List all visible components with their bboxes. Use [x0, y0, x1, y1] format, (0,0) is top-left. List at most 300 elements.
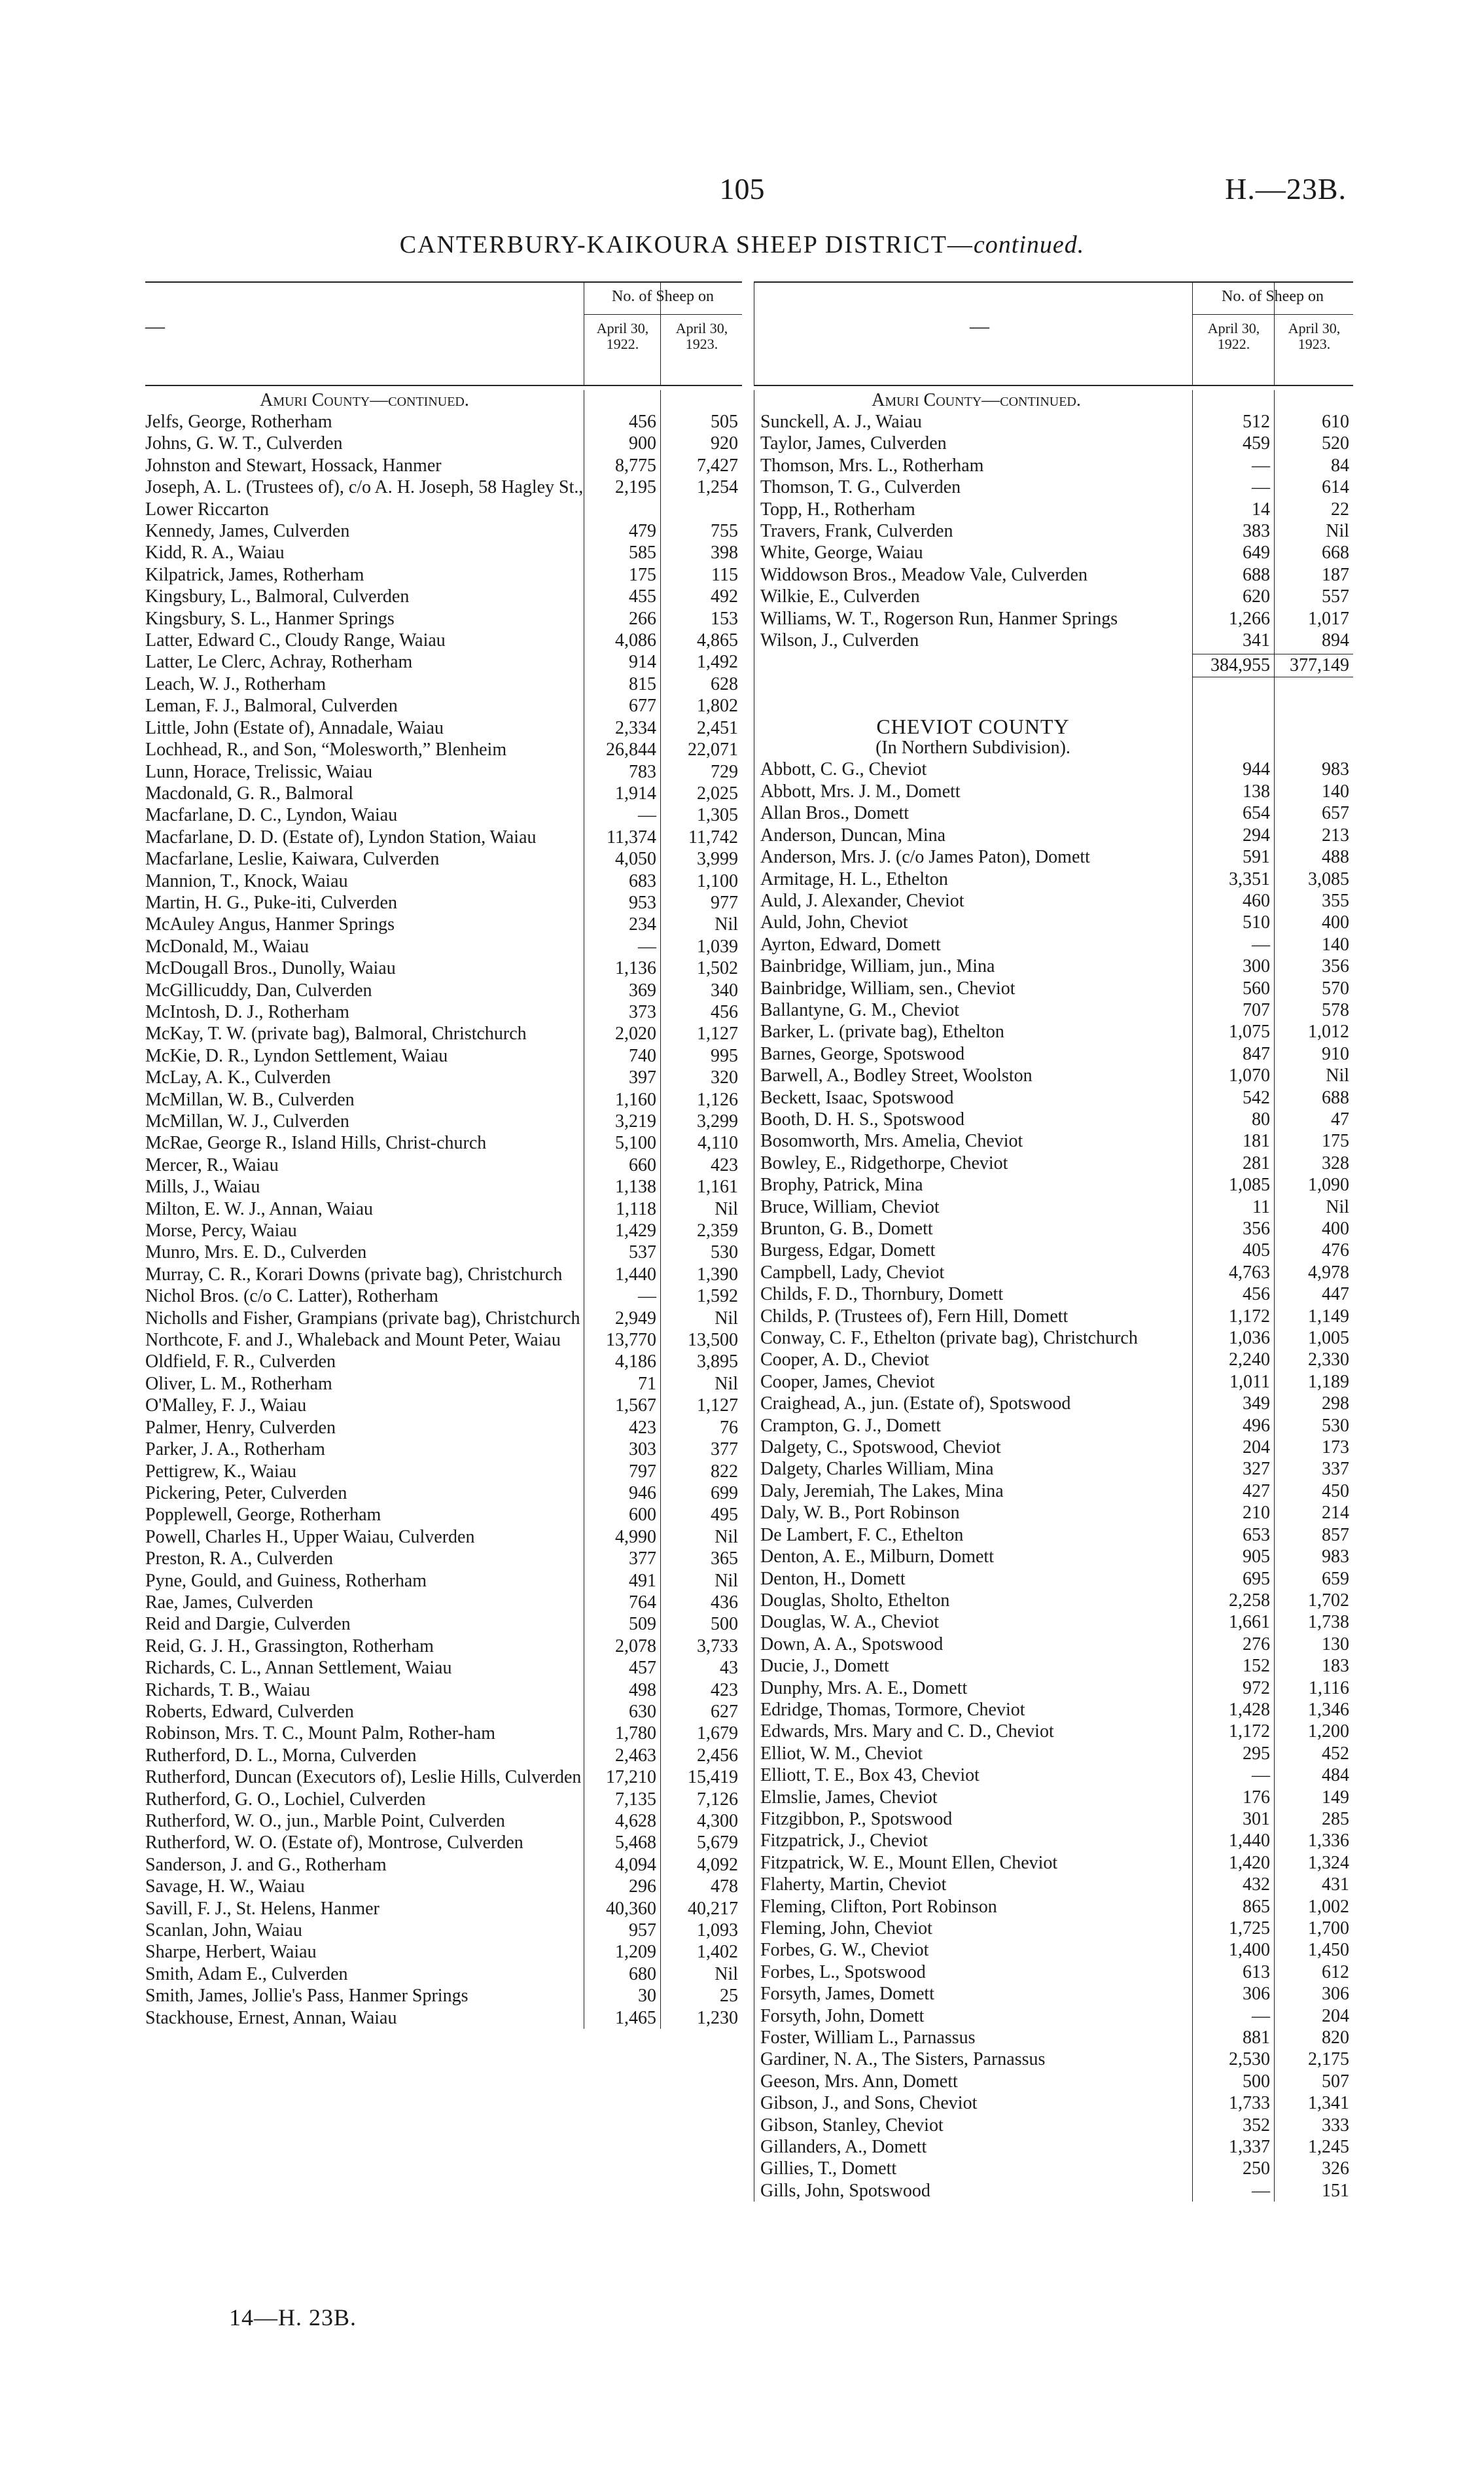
header-dash: —: [145, 315, 165, 337]
sheep-1922: 1,266: [1229, 608, 1270, 629]
owner-name: Pickering, Peter, Culverden: [145, 1482, 347, 1503]
sheep-1923: Nil: [1326, 1196, 1349, 1217]
owner-name: McMillan, W. B., Culverden: [145, 1089, 355, 1110]
sheep-1922: 680: [629, 1963, 656, 1984]
sheep-1923: 84: [1331, 455, 1349, 476]
table-row: [145, 586, 742, 607]
sheep-1923: 478: [711, 1876, 738, 1897]
sheep-1923: 423: [711, 1154, 738, 1175]
sheep-1922: 1,118: [616, 1198, 656, 1219]
sheep-1922: 460: [1243, 890, 1270, 911]
table-row: [145, 411, 742, 433]
sheep-1922: 427: [1243, 1480, 1270, 1501]
sheep-1923: Nil: [1326, 521, 1349, 542]
table-row: [145, 433, 742, 454]
table-row: [145, 1898, 742, 1920]
sheep-1922: 847: [1243, 1043, 1270, 1064]
sheep-1922: 327: [1243, 1459, 1270, 1480]
sheep-1923: 7,126: [697, 1789, 738, 1810]
sheep-1923: 1,738: [1308, 1612, 1349, 1633]
sheep-1923: 7,427: [697, 455, 738, 476]
table-row: [145, 1089, 742, 1111]
table-row: [145, 739, 742, 760]
owner-name: Macfarlane, D. D. (Estate of), Lyndon Station, Waiau: [145, 827, 537, 848]
table-row: [754, 608, 1353, 630]
sheep-1923: 2,456: [697, 1745, 738, 1766]
sheep-1922: 707: [1243, 999, 1270, 1020]
sheep-1923: 995: [711, 1045, 738, 1066]
sheep-1922: 276: [1243, 1634, 1270, 1654]
sheep-1923: 476: [1322, 1240, 1349, 1261]
sheep-1923: 657: [1322, 803, 1349, 824]
sheep-1922: 4,050: [615, 849, 656, 870]
sheep-1922: 542: [1243, 1087, 1270, 1108]
sheep-1922: 1,780: [615, 1723, 656, 1744]
sheep-1922: 688: [1243, 564, 1270, 585]
owner-name: Sanderson, J. and G., Rotherham: [145, 1854, 387, 1875]
owner-name: Latter, Le Clerc, Achray, Rotherham: [145, 652, 413, 673]
owner-name: Anderson, Duncan, Mina: [760, 825, 946, 846]
owner-name: Smith, Adam E., Culverden: [145, 1963, 348, 1984]
table-row: [145, 1176, 742, 1198]
sheep-1923: 25: [720, 1986, 738, 2007]
owner-name: Savage, H. W., Waiau: [145, 1876, 305, 1897]
table-row: [754, 433, 1353, 454]
sheep-1923: 1,116: [1309, 1677, 1349, 1698]
sheep-1922: 250: [1243, 2158, 1270, 2179]
owner-name: Craighead, A., jun. (Estate of), Spotswood: [760, 1393, 1071, 1414]
sheep-1923: 1,402: [697, 1942, 738, 1963]
sheep-1923: 2,451: [697, 717, 738, 738]
table-row: [145, 936, 742, 957]
sheep-1922: 26,844: [606, 740, 656, 760]
table-row: [145, 651, 742, 673]
sheep-1922: 613: [1243, 1961, 1270, 1982]
sheep-1922: 1,172: [1229, 1306, 1270, 1327]
sheep-1922: 4,763: [1229, 1262, 1270, 1283]
sheep-1922: 479: [629, 521, 656, 542]
sheep-1923: 1,127: [697, 1024, 738, 1045]
sheep-1923: 214: [1322, 1503, 1349, 1524]
sheep-1922: 585: [629, 543, 656, 563]
table-row: [754, 1153, 1353, 1174]
table-row: [754, 1480, 1353, 1502]
table-row: [145, 1920, 742, 1941]
table-row: [754, 1393, 1353, 1414]
sheep-1923: 377: [711, 1439, 738, 1460]
sheep-1922: 377: [629, 1548, 656, 1569]
owner-name: Douglas, Sholto, Ethelton: [760, 1590, 950, 1611]
county-subheading: (In Northern Subdivision).: [875, 738, 1070, 759]
table-row: [754, 2092, 1353, 2114]
sheep-1923: 578: [1322, 999, 1349, 1020]
owner-name: Daly, W. B., Port Robinson: [760, 1503, 960, 1524]
owner-name: Rutherford, D. L., Morna, Culverden: [145, 1745, 417, 1766]
sheep-1922: 432: [1243, 1874, 1270, 1895]
table-row: [754, 1896, 1353, 1918]
sheep-1922: —: [1252, 934, 1270, 955]
table-row: [754, 2136, 1353, 2158]
owner-name: Rutherford, W. O. (Estate of), Montrose, Culverden: [145, 1832, 523, 1853]
sheep-1922: 695: [1243, 1568, 1270, 1589]
sheep-1923: 4,300: [697, 1811, 738, 1831]
table-row: [754, 586, 1353, 607]
sheep-1922: 600: [629, 1505, 656, 1526]
sheep-1922: 30: [638, 1986, 656, 2007]
sheep-1922: 630: [629, 1701, 656, 1722]
sheep-1922: —: [638, 805, 656, 826]
sheep-1923: 40,217: [688, 1898, 738, 1919]
table-row: [145, 827, 742, 848]
owner-name: Savill, F. J., St. Helens, Hanmer: [145, 1898, 380, 1919]
table-row: [754, 1196, 1353, 1218]
sheep-1923: 356: [1322, 956, 1349, 977]
table-row: [145, 695, 742, 717]
table-row: [754, 1590, 1353, 1611]
table-row: [145, 520, 742, 542]
table-row: [145, 1613, 742, 1635]
sheep-1923: 4,092: [697, 1854, 738, 1875]
table-row: [145, 1001, 742, 1023]
sheep-1922: 677: [629, 696, 656, 717]
sheep-1923: Nil: [1326, 1065, 1349, 1086]
sheep-1922: —: [1252, 2005, 1270, 2026]
owner-name: Pettigrew, K., Waiau: [145, 1461, 297, 1482]
table-row: [145, 1285, 742, 1307]
table-row: [754, 1262, 1353, 1283]
owner-name: Fleming, Clifton, Port Robinson: [760, 1896, 997, 1917]
owner-name: Richards, T. B., Waiau: [145, 1679, 311, 1700]
col-1922-label: April 30, 1922.: [1207, 320, 1260, 352]
sheep-1922: 496: [1243, 1415, 1270, 1436]
sheep-1922: 620: [1243, 586, 1270, 607]
owner-name: Barwell, A., Bodley Street, Woolston: [760, 1065, 1033, 1086]
sheep-1923: 298: [1322, 1393, 1349, 1414]
owner-name: Crampton, G. J., Domett: [760, 1415, 942, 1436]
table-row: [754, 1437, 1353, 1458]
sheep-1922: 972: [1243, 1677, 1270, 1698]
sheep-1923: 213: [1322, 825, 1349, 846]
table-row: [145, 1832, 742, 1853]
table-row: [754, 1743, 1353, 1764]
sheep-1922: 181: [1243, 1131, 1270, 1152]
table-row: [754, 2027, 1353, 2048]
owner-name: Barker, L. (private bag), Ethelton: [760, 1022, 1004, 1043]
sheep-1922: 1,209: [615, 1942, 656, 1963]
sheep-1923: 187: [1322, 564, 1349, 585]
owner-name: Abbott, Mrs. J. M., Domett: [760, 781, 961, 802]
table-row: [145, 1482, 742, 1504]
table-row: [145, 1198, 742, 1220]
sheep-1923: 1,802: [697, 696, 738, 717]
table-row: [145, 957, 742, 979]
sheep-1923: 1,592: [697, 1286, 738, 1307]
sheep-1923: Nil: [715, 1308, 738, 1329]
sheep-1923: 1,324: [1308, 1852, 1349, 1873]
sheep-1923: 15,419: [688, 1767, 738, 1788]
table-row: [754, 2115, 1353, 2136]
sheep-1922: 653: [1243, 1524, 1270, 1545]
table-row: [754, 1502, 1353, 1524]
sheep-1923: 699: [711, 1482, 738, 1503]
owner-name: Kennedy, James, Culverden: [145, 521, 350, 542]
table-row: [145, 1242, 742, 1263]
table-row: [754, 520, 1353, 542]
owner-name: Down, A. A., Spotswood: [760, 1634, 944, 1654]
table-row: [145, 1308, 742, 1329]
owner-name: Murray, C. R., Korari Downs (private bag), Christchurch: [145, 1264, 563, 1285]
sheep-1922: 301: [1243, 1808, 1270, 1829]
table-row: [754, 2071, 1353, 2092]
owner-name: Morse, Percy, Waiau: [145, 1221, 297, 1242]
sheep-1922: 591: [1243, 847, 1270, 868]
sheep-1922: 266: [629, 608, 656, 629]
sheep-1923: 1,492: [697, 652, 738, 673]
total-spacer: [754, 654, 1192, 677]
table-row: [754, 1611, 1353, 1633]
table-row: [754, 1327, 1353, 1349]
sheep-1923: 204: [1322, 2005, 1349, 2026]
table-row: [145, 1854, 742, 1876]
owner-name: McDougall Bros., Dunolly, Waiau: [145, 958, 396, 979]
table-row: [754, 999, 1353, 1021]
owner-name: De Lambert, F. C., Ethelton: [760, 1524, 964, 1545]
table-row: [145, 914, 742, 935]
sheep-1923: 1,127: [697, 1395, 738, 1416]
table-row: [754, 1109, 1353, 1130]
table-row: [145, 1220, 742, 1242]
owner-name: Bainbridge, William, jun., Mina: [760, 956, 995, 977]
sheep-1923: 1,341: [1308, 2093, 1349, 2114]
sheep-1922: 349: [1243, 1393, 1270, 1414]
sheep-1923: 530: [711, 1242, 738, 1263]
owner-name: Forsyth, John, Domett: [760, 2005, 925, 2026]
table-row: [754, 476, 1353, 498]
table-row: [754, 630, 1353, 651]
owner-name: McDonald, M., Waiau: [145, 936, 309, 957]
table-row: [754, 1568, 1353, 1590]
owner-name: Auld, J. Alexander, Cheviot: [760, 890, 964, 911]
table-row: [754, 1830, 1353, 1851]
sheep-1922: 905: [1243, 1546, 1270, 1567]
sheep-1922: 300: [1243, 956, 1270, 977]
sheep-1922: 341: [1243, 630, 1270, 651]
sheep-1923: 365: [711, 1548, 738, 1569]
owner-name: Denton, A. E., Milburn, Domett: [760, 1546, 994, 1567]
sheep-1922: 1,070: [1229, 1065, 1270, 1086]
sheep-1923: 22,071: [688, 740, 738, 760]
sheep-1923: 1,005: [1308, 1328, 1349, 1349]
sheep-1922: 944: [1243, 759, 1270, 780]
owner-name: McMillan, W. J., Culverden: [145, 1111, 349, 1132]
sheep-1923: 920: [711, 433, 738, 454]
sheep-1923: 4,110: [698, 1133, 738, 1154]
table-row: [145, 608, 742, 630]
sheep-1923: Nil: [715, 1198, 738, 1219]
sheep-1922: —: [638, 936, 656, 957]
sheep-1923: 1,336: [1308, 1831, 1349, 1851]
sheep-1923: 1,093: [697, 1920, 738, 1941]
total-row: [754, 654, 1353, 677]
sheep-1922: 1,011: [1229, 1371, 1270, 1392]
table-row: [754, 564, 1353, 586]
sheep-1923: 1,100: [697, 870, 738, 891]
sheep-1923: 76: [720, 1417, 738, 1438]
page-reference: H.—23B.: [1225, 172, 1347, 206]
owner-name: Nicholls and Fisher, Grampians (private bag), Christchurch: [145, 1308, 580, 1329]
sheep-1923: 627: [711, 1701, 738, 1722]
sheep-1922: 797: [629, 1461, 656, 1482]
table-row: [145, 1723, 742, 1744]
col-1923-label: April 30, 1923.: [675, 320, 728, 352]
owner-name: McKay, T. W. (private bag), Balmoral, Christchurch: [145, 1024, 527, 1045]
table-row: [145, 717, 742, 739]
sheep-1923: Nil: [715, 1570, 738, 1591]
sheep-1922: 1,036: [1229, 1328, 1270, 1349]
sheep-1922: 1,138: [615, 1177, 656, 1198]
owner-name: Munro, Mrs. E. D., Culverden: [145, 1242, 367, 1263]
section-heading: Amuri County—continued.: [872, 390, 1081, 410]
sheep-1922: 512: [1243, 412, 1270, 432]
sheep-1922: 457: [629, 1658, 656, 1679]
table-row: [754, 2005, 1353, 2027]
sheep-1923: 320: [711, 1067, 738, 1088]
owner-name: Auld, John, Cheviot: [760, 912, 908, 933]
table-row: [754, 1021, 1353, 1043]
owner-name: Ballantyne, G. M., Cheviot: [760, 999, 960, 1020]
sheep-1922: 4,086: [615, 630, 656, 651]
county-heading: CHEVIOT COUNTY: [876, 715, 1070, 739]
owner-name: Ducie, J., Domett: [760, 1656, 889, 1677]
owner-name: McKie, D. R., Lyndon Settlement, Waiau: [145, 1045, 448, 1066]
sheep-1922: —: [1252, 455, 1270, 476]
sheep-1922: 953: [629, 892, 656, 913]
sheep-1923: 2,330: [1308, 1349, 1349, 1370]
table-row: [145, 1373, 742, 1395]
sheep-1922: 1,465: [615, 2007, 656, 2028]
sheep-1923: 1,039: [697, 936, 738, 957]
sheep-1923: 1,012: [1308, 1022, 1349, 1043]
table-row: [754, 1458, 1353, 1480]
table-row: [145, 1395, 742, 1416]
owner-name: Roberts, Edward, Culverden: [145, 1701, 354, 1722]
table-row: [145, 892, 742, 914]
sheep-1922: 2,334: [615, 717, 656, 738]
owner-name: Gillies, T., Domett: [760, 2158, 897, 2179]
owner-name: Booth, D. H. S., Spotswood: [760, 1109, 964, 1130]
sheep-1923: 140: [1322, 781, 1349, 802]
owner-name: Powell, Charles H., Upper Waiau, Culverden: [145, 1526, 475, 1547]
sheep-1922: 7,135: [615, 1789, 656, 1810]
sheep-1922: 1,661: [1229, 1612, 1270, 1633]
sheep-1922: 296: [629, 1876, 656, 1897]
sheep-1922: 5,468: [615, 1832, 656, 1853]
owner-name: Gibson, J., and Sons, Cheviot: [760, 2093, 978, 2114]
sheep-1922: 423: [629, 1417, 656, 1438]
sheep-1922: 2,020: [615, 1024, 656, 1045]
owner-name: Abbott, C. G., Cheviot: [760, 759, 927, 780]
owner-name: Kingsbury, L., Balmoral, Culverden: [145, 586, 410, 607]
sheep-1923: 400: [1322, 1219, 1349, 1239]
sheep-1923: Nil: [715, 1963, 738, 1984]
table-row: [145, 1504, 742, 1526]
table-row: [145, 1789, 742, 1810]
sheep-1922: 459: [1243, 433, 1270, 454]
sheep-1922: 1,428: [1229, 1699, 1270, 1720]
sheep-1922: 4,990: [615, 1526, 656, 1547]
sheep-1923: 47: [1331, 1109, 1349, 1130]
owner-name: Childs, P. (Trustees of), Fern Hill, Domett: [760, 1306, 1069, 1327]
left-rows: [145, 390, 742, 2029]
table-row: [145, 455, 742, 476]
page-number: 105: [719, 172, 765, 206]
owner-name: Northcote, F. and J., Whaleback and Mount Peter, Waiau: [145, 1330, 561, 1351]
table-row: [754, 1283, 1353, 1305]
table-row: [754, 1371, 1353, 1393]
table-row: [145, 804, 742, 826]
sheep-1923: Nil: [715, 1526, 738, 1547]
page-title: [0, 230, 1484, 259]
table-row: [145, 1657, 742, 1679]
sheep-1923: 1,126: [697, 1089, 738, 1110]
sheep-1922: 152: [1243, 1656, 1270, 1677]
sheep-1922: 2,258: [1229, 1590, 1270, 1611]
table-row: [754, 1983, 1353, 2005]
sheep-1923: 328: [1322, 1153, 1349, 1173]
sheep-1922: 11,374: [607, 827, 656, 848]
table-row: [145, 1548, 742, 1569]
owner-name: Milton, E. W. J., Annan, Waiau: [145, 1198, 374, 1219]
sheep-1922: 1,160: [615, 1089, 656, 1110]
sheep-1922: —: [1252, 1765, 1270, 1786]
owner-name: Dalgety, C., Spotswood, Cheviot: [760, 1437, 1001, 1458]
table-row: [754, 1087, 1353, 1109]
table-row: [754, 1699, 1353, 1721]
sheep-1922: —: [1252, 2180, 1270, 2201]
table-row: [145, 1154, 742, 1176]
owner-name: Denton, H., Domett: [760, 1568, 906, 1589]
sheep-1923: 1,002: [1308, 1896, 1349, 1917]
table-row: [754, 455, 1353, 476]
sheep-1923: 1,502: [697, 958, 738, 979]
sheep-1923: 820: [1322, 2028, 1349, 2048]
sheep-1923: 355: [1322, 890, 1349, 911]
owner-name: Burgess, Edgar, Domett: [760, 1240, 936, 1261]
right-rows: [754, 390, 1353, 2202]
title-text: CANTERBURY-KAIKOURA SHEEP DISTRICT—: [399, 231, 974, 259]
table-row: [145, 1067, 742, 1088]
owner-name: McGillicuddy, Dan, Culverden: [145, 980, 372, 1001]
table-row: [145, 1045, 742, 1067]
owner-name: Daly, Jeremiah, The Lakes, Mina: [760, 1480, 1004, 1501]
sheep-1923: 2,359: [697, 1221, 738, 1242]
sheep-1922: 1,567: [615, 1395, 656, 1416]
sheep-1922: 946: [629, 1482, 656, 1503]
sheep-1923: 149: [1322, 1787, 1349, 1808]
sheep-1923: 1,189: [1308, 1371, 1349, 1392]
owner-name: Forsyth, James, Domett: [760, 1984, 934, 2005]
owner-name: Johnston and Stewart, Hossack, Hanmer: [145, 455, 442, 476]
owner-name: Reid, G. J. H., Grassington, Rotherham: [145, 1635, 434, 1656]
owner-name: Edwards, Mrs. Mary and C. D., Cheviot: [760, 1721, 1054, 1742]
table-row: [145, 1351, 742, 1372]
table-row: [145, 1592, 742, 1613]
sheep-1923: 1,390: [697, 1264, 738, 1285]
owner-name: Popplewell, George, Rotherham: [145, 1505, 381, 1526]
table-row: [754, 802, 1353, 824]
owner-name: Geeson, Mrs. Ann, Domett: [760, 2071, 958, 2092]
col-1922-label: April 30, 1922.: [596, 320, 649, 352]
